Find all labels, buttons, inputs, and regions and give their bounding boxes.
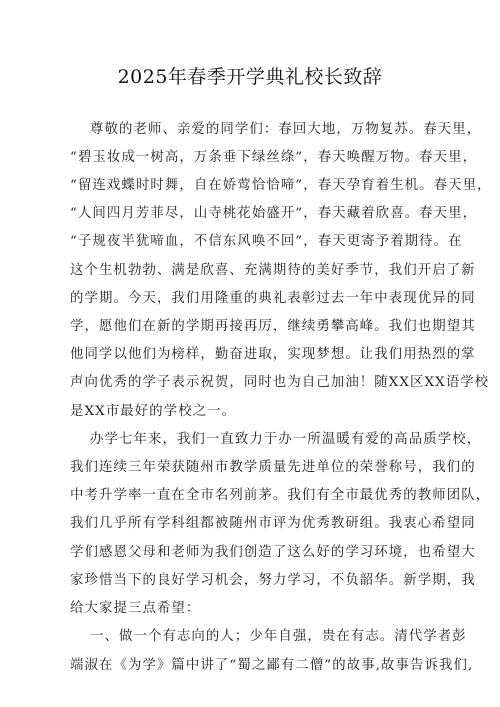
paragraph-line: “留连戏蝶时时舞，自在娇莺恰恰啼”，春天孕育着生机。春天里， bbox=[70, 178, 492, 193]
paragraph-line: 学，愿他们在新的学期再接再厉，继续勇攀高峰。我们也期望其 bbox=[70, 319, 476, 334]
paragraph-line: 办学七年来，我们一直致力于办一所温暖有爱的高品质学校， bbox=[90, 432, 482, 447]
paragraph-line: 我们连续三年荣获随州市教学质量先进单位的荣誉称号，我们的 bbox=[70, 460, 476, 475]
paragraph-line: 他同学以他们为榜样，勤奋进取，实现梦想。让我们用热烈的掌 bbox=[70, 347, 476, 362]
paragraph-line: 中考升学率一直在全市名列前茅。我们有全市最优秀的教师团队， bbox=[70, 488, 491, 503]
paragraph-line: 一、做一个有志向的人；少年自强，贵在有志。清代学者彭 bbox=[90, 629, 467, 644]
paragraph-line: 给大家提三点希望： bbox=[70, 601, 201, 616]
paragraph-line: 尊敬的老师、亲爱的同学们：春回大地，万物复苏。春天里， bbox=[90, 122, 482, 137]
document-title: 2025年春季开学典礼校长致辞 bbox=[117, 66, 383, 88]
paragraph-line: 我们几乎所有学科组都被随州市评为优秀教研组。我衷心希望同 bbox=[70, 516, 476, 531]
paragraph-line: 家珍惜当下的良好学习机会，努力学习，不负韶华。新学期，我 bbox=[70, 573, 476, 588]
paragraph-line: “碧玉妆成一树高，万条垂下绿丝绦”，春天唤醒万物。春天里， bbox=[70, 150, 478, 165]
paragraph-line: 声向优秀的学子表示祝贺，同时也为自己加油！随XX区XX语学校 bbox=[70, 375, 490, 390]
paragraph-line: 学们感恩父母和老师为我们创造了这么好的学习环境，也希望大 bbox=[70, 545, 476, 560]
paragraph-line: “子规夜半犹啼血，不信东风唤不回”，春天更寄予着期待。在 bbox=[70, 234, 463, 249]
paragraph-line: “人间四月芳菲尽，山寺桃花始盛开”，春天藏着欣喜。春天里， bbox=[70, 206, 478, 221]
paragraph-line: 的学期。今天，我们用隆重的典礼表彰过去一年中表现优异的同 bbox=[70, 291, 476, 306]
paragraph-line: 端淑在《为学》篇中讲了“蜀之鄙有二僧”的故事,故事告诉我们, bbox=[70, 658, 474, 673]
paragraph-line: 是XX市最好的学校之一。 bbox=[70, 404, 237, 419]
paragraph-line: 这个生机勃勃、满是欣喜、充满期待的美好季节，我们开启了新 bbox=[70, 263, 476, 278]
